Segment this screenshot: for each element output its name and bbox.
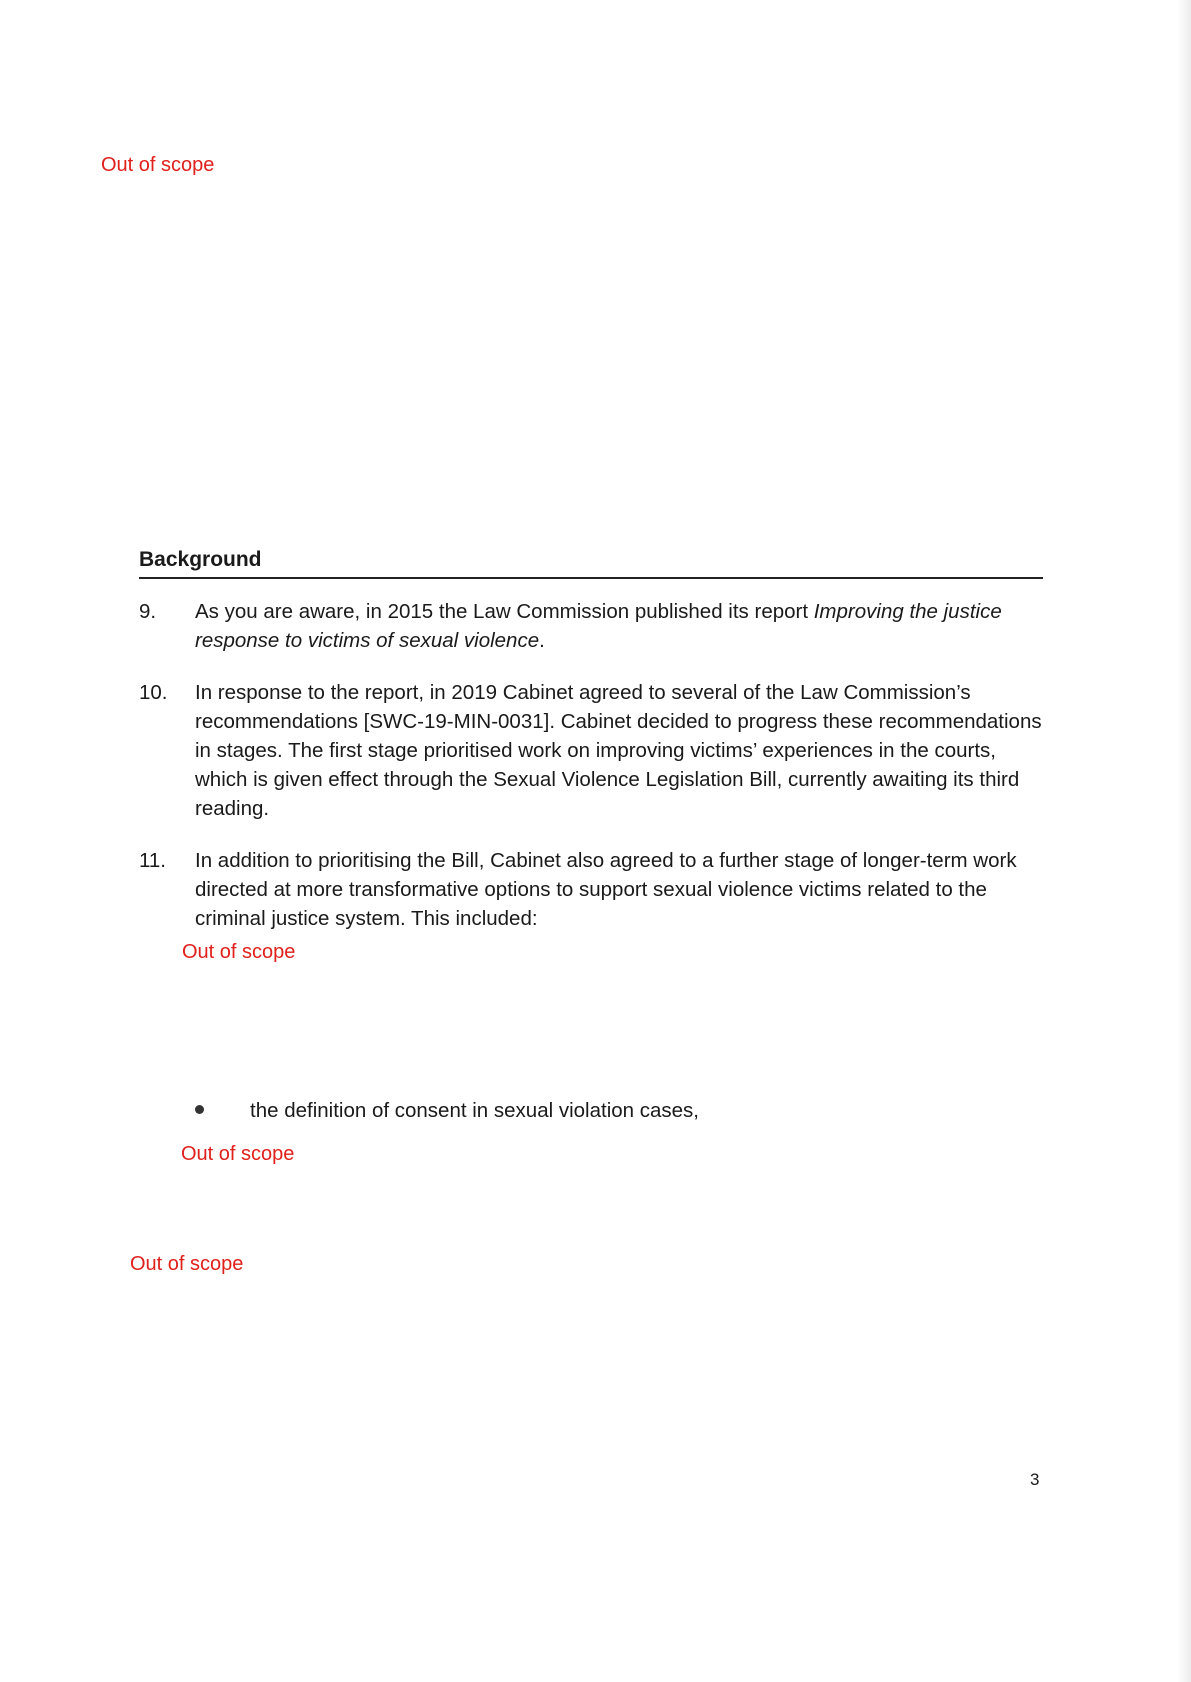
- page-number: 3: [1030, 1470, 1040, 1489]
- paragraph-9: [139, 597, 1043, 655]
- paragraph-number: 10.: [139, 681, 168, 704]
- bullet-icon: [195, 1105, 204, 1114]
- redaction-label-after-bullet: Out of scope: [181, 1143, 295, 1165]
- section-heading-background: Background: [139, 547, 1043, 579]
- paragraph-11: [139, 846, 1043, 933]
- bullet-text: the definition of consent in sexual violation cases,: [250, 1099, 699, 1122]
- paragraph-text-end: .: [539, 629, 545, 652]
- scan-page-edge: [1177, 0, 1191, 1682]
- paragraph-text: In response to the report, in 2019 Cabinet agreed to several of the Law Commission’s recommendations [SWC-19-MIN-0031]. Cabinet decided to progress these recommendations in stages. The first stage prioritised work on improving victims’ experiences in the courts, which is given effect through the Sexual Violence Legislation Bill, currently awaiting its third reading.: [195, 681, 1042, 820]
- redaction-label-bottom: Out of scope: [130, 1253, 244, 1275]
- redaction-label-item-11: Out of scope: [182, 941, 296, 963]
- paragraph-text-start: As you are aware, in 2015 the Law Commission published its report: [195, 600, 814, 623]
- redaction-label-top: Out of scope: [101, 154, 215, 176]
- paragraph-text: In addition to prioritising the Bill, Cabinet also agreed to a further stage of longer-term work directed at more transformative options to support sexual violence victims related to the criminal justice system. This included:: [195, 849, 1017, 930]
- paragraph-number: 11.: [139, 849, 166, 872]
- bullet-item-consent: [195, 1096, 699, 1125]
- report-title: Improving the justice response to victims of sexual violence: [195, 600, 1002, 652]
- paragraph-10: [139, 678, 1043, 823]
- paragraph-text: [195, 597, 1043, 655]
- paragraph-number: 9.: [139, 600, 157, 623]
